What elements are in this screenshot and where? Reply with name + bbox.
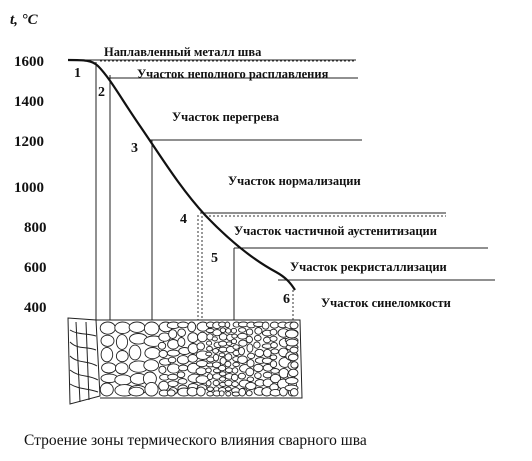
grain [255, 349, 264, 356]
grain [116, 363, 129, 374]
grain [207, 341, 212, 345]
grain [207, 387, 213, 391]
grain [232, 368, 238, 374]
grain [129, 322, 145, 332]
grain [233, 362, 240, 366]
grain [219, 341, 227, 346]
grain [262, 322, 269, 329]
grain [232, 382, 239, 387]
grain [219, 365, 226, 370]
grain [246, 382, 256, 389]
grain [167, 350, 179, 356]
grain [115, 322, 131, 334]
grain [196, 368, 206, 375]
grain [248, 353, 255, 358]
grain [246, 336, 252, 343]
grain [231, 339, 236, 344]
zone-number-5: 5 [211, 251, 218, 266]
grain [246, 368, 254, 376]
grain [206, 381, 211, 386]
grain [177, 356, 189, 364]
grain [247, 377, 254, 382]
grain [101, 335, 114, 346]
grain [100, 383, 113, 396]
zone-vertical-lines [96, 62, 293, 320]
grain [226, 392, 231, 396]
grain [198, 332, 208, 342]
tick-1000: 1000 [14, 180, 44, 196]
grain [168, 374, 178, 380]
grain [168, 364, 180, 373]
grain [219, 391, 224, 396]
grain [271, 369, 280, 374]
grain [225, 380, 233, 386]
zone-number-1: 1 [74, 66, 81, 81]
grain [225, 387, 231, 391]
grain [270, 361, 276, 368]
grain [159, 381, 169, 391]
grain [279, 368, 289, 378]
grain [219, 334, 227, 341]
grain [225, 354, 232, 361]
grain [144, 322, 159, 335]
zone-label-partial-austenitization: Участок частичной аустенитизации [234, 224, 437, 238]
grain [254, 364, 263, 371]
grain [219, 353, 225, 357]
grain [213, 380, 219, 385]
grain [285, 330, 298, 338]
grain [255, 373, 262, 379]
grain [290, 322, 298, 329]
grain [225, 361, 231, 367]
grain [179, 365, 188, 371]
zone-label-partial-melting: Участок неполного расплавления [137, 67, 329, 81]
grain [100, 322, 115, 334]
grain [231, 374, 238, 380]
grain [270, 329, 277, 335]
grain [168, 357, 176, 363]
grain [115, 375, 132, 385]
tick-1200: 1200 [14, 134, 44, 150]
grain [158, 342, 165, 349]
grain [290, 347, 298, 353]
grain [239, 328, 246, 333]
grain [286, 339, 298, 346]
axis-title: t, °C [10, 12, 38, 28]
grain [169, 330, 177, 339]
grain [178, 338, 185, 347]
grain [206, 352, 212, 356]
zone-number-2: 2 [98, 85, 105, 100]
grain [207, 374, 212, 380]
zone-label-normalization: Участок нормализации [228, 174, 361, 188]
grain [239, 340, 247, 346]
grain [271, 342, 278, 348]
grain [178, 379, 187, 385]
grain [254, 335, 261, 341]
grain [288, 354, 298, 361]
grain [116, 335, 127, 350]
grain [238, 356, 248, 364]
grain [231, 328, 236, 333]
grain [168, 340, 179, 350]
tick-1400: 1400 [14, 94, 44, 110]
grain [239, 388, 246, 396]
zone-number-4: 4 [180, 212, 187, 227]
grain [239, 347, 245, 355]
grain [197, 343, 205, 350]
grain [271, 349, 279, 354]
grain [270, 389, 281, 396]
grain [206, 368, 212, 373]
grain [291, 362, 298, 368]
grain [129, 387, 144, 396]
grain [188, 344, 198, 354]
grain [270, 322, 278, 328]
grain [144, 360, 159, 371]
grain [196, 361, 207, 367]
tick-800: 800 [24, 220, 47, 236]
grain [145, 348, 160, 359]
grain [220, 377, 226, 381]
grain [232, 334, 237, 338]
grain [167, 390, 175, 396]
grain [178, 322, 189, 328]
grain [225, 322, 230, 328]
microstructure-band [68, 318, 302, 404]
grain [188, 333, 198, 343]
zone-label-weld-metal: Наплавленный металл шва [104, 45, 262, 59]
grain [255, 328, 262, 335]
grain [187, 387, 198, 396]
zone-label-recrystallization: Участок рекристаллизации [290, 260, 447, 274]
grain [246, 391, 252, 396]
grain [178, 329, 186, 337]
tick-600: 600 [24, 260, 47, 276]
grain [226, 329, 231, 334]
grain [289, 369, 298, 376]
grain [159, 366, 166, 373]
grain [238, 373, 245, 379]
zone-number-3: 3 [131, 141, 138, 156]
grain [270, 336, 277, 341]
grain [159, 350, 167, 357]
grain [207, 346, 213, 351]
zone-number-6: 6 [283, 292, 290, 307]
grain [213, 354, 218, 361]
grain [213, 349, 219, 354]
tick-400: 400 [24, 300, 47, 316]
grain [197, 387, 206, 396]
grain [270, 355, 277, 360]
grain [177, 372, 185, 378]
figure-caption: Строение зоны термического влияния сварного шва [24, 432, 367, 449]
zone-label-overheating: Участок перегрева [172, 110, 280, 124]
grain [145, 382, 158, 396]
tick-1600: 1600 [14, 54, 44, 70]
grain [247, 344, 253, 352]
zone-boundary-lines [70, 60, 495, 280]
grain [102, 363, 116, 373]
grain [254, 342, 260, 348]
zone-label-blue-brittleness: Участок синеломкости [321, 296, 451, 310]
grain [168, 381, 178, 387]
grain [188, 322, 196, 332]
grain [246, 329, 252, 335]
grain [233, 345, 239, 350]
grain [290, 389, 298, 396]
grain [220, 328, 225, 333]
grain [116, 351, 128, 362]
grain [286, 378, 298, 384]
grain [247, 360, 254, 367]
grain [129, 345, 141, 360]
grain [101, 347, 113, 361]
grain [212, 337, 217, 341]
